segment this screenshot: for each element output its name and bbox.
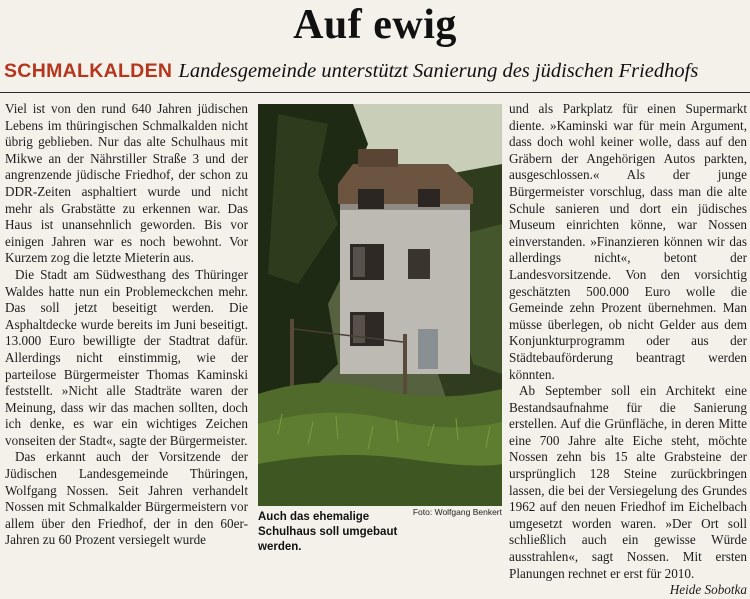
deck-subtitle: Landesgemeinde unterstützt Sanierung des jüdischen Friedhofs [178,60,699,82]
paragraph: Viel ist von den rund 640 Jahren jüdischen Lebens im thüringischen Schmalkalden nicht übrig geblieben. Nur das alte Schulhaus mit Mikwe an der Nährstiller Straße 3 und der angrenzende jüdische Friedhof, der schon zu DDR-Zeiten asphaltiert wurde und nicht mehr als Grabstätte zu erkennen war. Das Haus ist unansehnlich geworden. Bis vor einigen Jahren war es noch bewohnt. Vor Kurzem zog die letzte Mieterin aus. [5,101,248,266]
photo-credit: Foto: Wolfgang Benkert [412,507,502,517]
paragraph: Das erkannt auch der Vorsitzende der Jüdischen Landesgemeinde Thüringen, Wolfgang Nossen. Seit Jahren verhandelt Nossen mit Schmalkalder Bürgermeistern vor allem über den Friedhof, der in den 60er-Jahren zu 60 Prozent versiegelt wurde [5,449,248,548]
author-signature: Heide Sobotka [669,582,747,598]
paragraph: Die Stadt am Südwesthang des Thüringer Waldes hatte nun ein Problemeckchen mehr. Das soll jetzt beseitigt werden. Die Asphaltdecke wurde bereits im Juni beseitigt. 13.000 Euro bewilligte der Stadtrat dafür. Allerdings nicht einstimmig, wie der parteilose Bürgermeister Thomas Kaminski feststellt. »Nicht alle Stadträte waren der Meinung, dass wir das machen sollten, doch ich denke, es war ein wichtiges Zeichen vonseiten der Stadt«, sagte der Bürgermeister. [5,266,248,448]
kicker-location: SCHMALKALDEN [4,60,173,82]
article-photo [258,104,502,506]
paragraph: Ab September soll ein Architekt eine Bestandsaufnahme für die Sanierung erstellen. Auf die Grünfläche, in deren Mitte eine 700 Jahre alte Eiche steht, möchte Nossen zehn bis 15 alte Grabsteine der ursprünglich 128 Steine zurückbringen lassen, die bei der Versiegelung des Grundes 1962 auf den neuen Friedhof im Eichelbach umgesetzt worden waren. »Der Ort soll schließlich auch ein gewisse Würde ausstrahlen«, sagt Nossen. Mit ersten Planungen rechnet er erst für 2010. [509,383,747,581]
headline: Auf ewig [293,2,457,48]
article-column-left [5,101,248,549]
header-rule [0,92,750,93]
photo-caption-area [258,506,502,552]
article-column-right [509,101,747,599]
photo-caption: Auch das ehemalige Schulhaus soll umgebaut werden. [258,511,398,553]
subheadline [4,58,748,84]
paragraph: und als Parkplatz für einen Supermarkt diente. »Kaminski war für mein Argument, dass doch wohl keiner wolle, dass auf den Gräbern der Angehörigen Autos parkten, ausgeschlossen.« Als der junge Bürgermeister vorschlug, dass man die alte Schule sanieren und dort ein jüdisches Museum einrichten könne, war Nossen einverstanden. »Finanzieren können wir das allerdings nicht«, betont der Landesvorsitzende. Von den vorsichtig geschätzten 500.000 Euro wolle die Gemeinde zehn Prozent übernehmen. Man müsse überlegen, ob nicht Gelder aus dem Konjunkturprogramm oder aus der Städtebauförderung beantragt werden könnten. [509,101,747,382]
